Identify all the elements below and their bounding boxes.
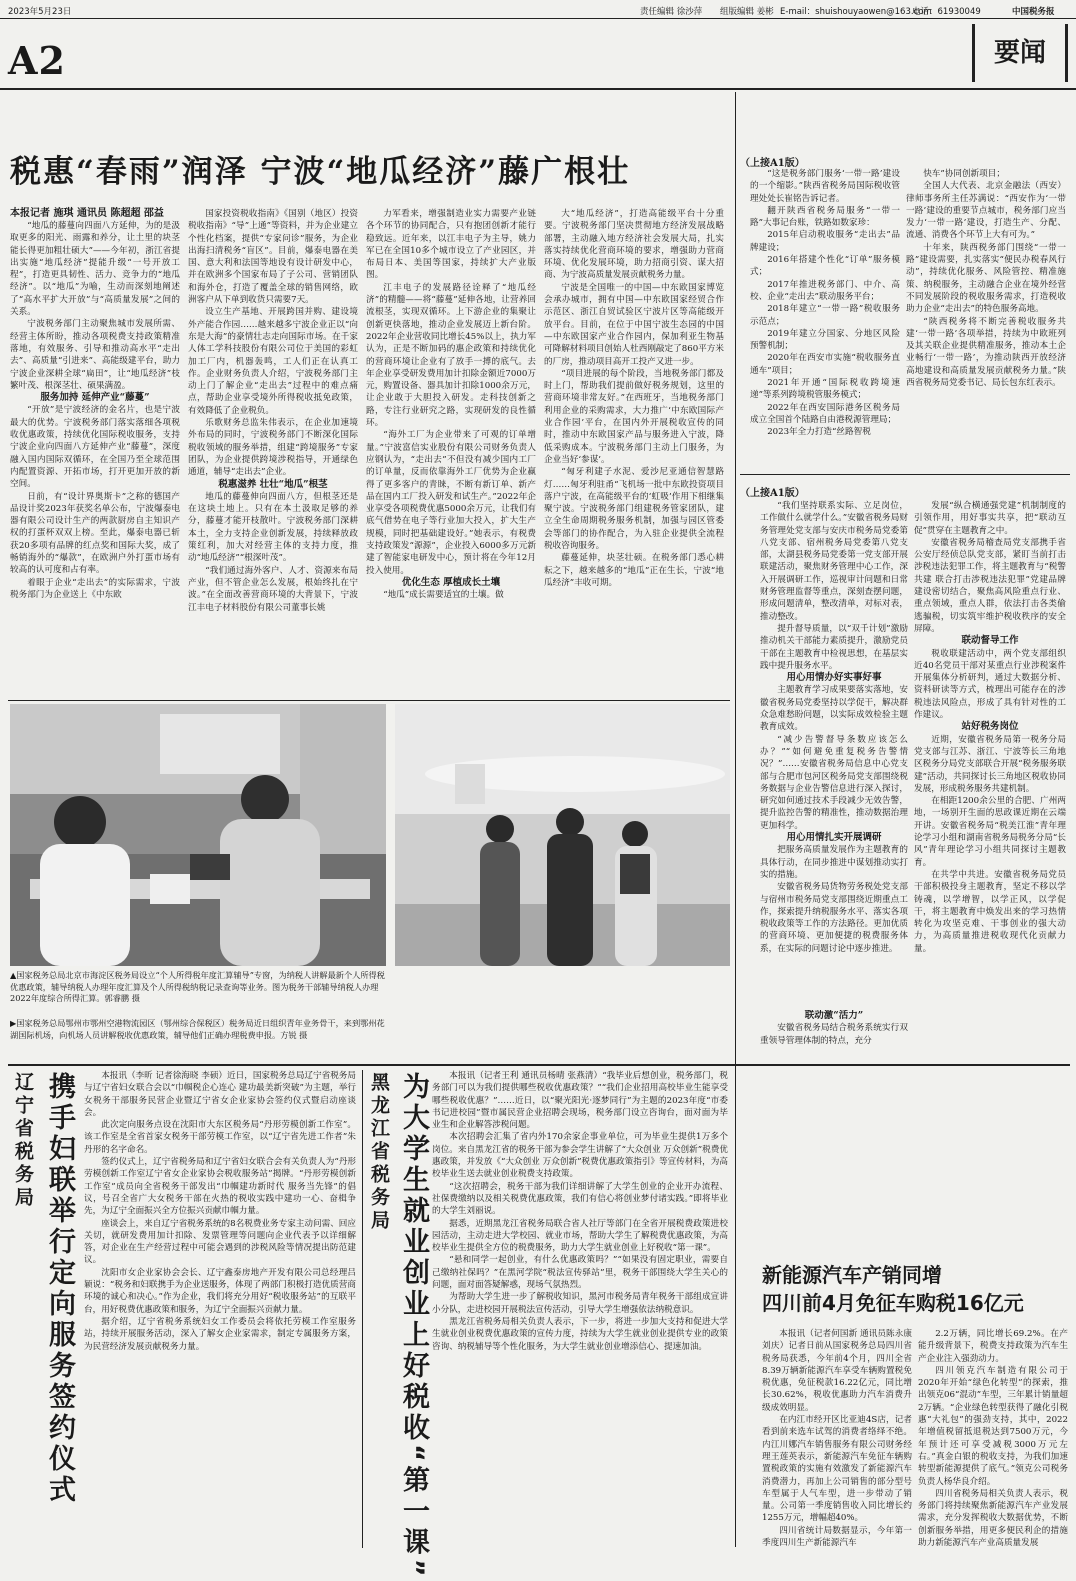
right-mid-column-1 [760, 500, 908, 1060]
subheading: 用心用情扎实开展调研 [786, 832, 882, 844]
page-number: A2 [8, 38, 66, 83]
paragraph: 座谈会上，来自辽宁省税务系统的8名税费业务专家主动问需、回应关切，就研发费用加计扣除、发票管理等问题向企业代表予以详细解答，对企业在生产经营过程中可能会遇到的涉税风险等情况提出防范建议。 [84, 1218, 356, 1266]
main-column-1 [10, 220, 180, 694]
paragraph: 主题教育学习成果要落实落地，安徽省税务局党委坚持以学促干，解决群众急难愁盼问题，以实际成效检验主题教育成效。 [760, 685, 908, 733]
box-title: 联动激“活力” [804, 1010, 864, 1021]
paragraph: “地瓜”成长需要适宜的土壤。做 [383, 590, 504, 601]
paragraph: 江丰电子的发展路径诠释了“地瓜经济”的精髓——将“藤蔓”延伸各地，让营养回流根茎，实现双循环。上下游企业的集聚让创新更快落地，推动企业发展迈上新台阶。2022年企业营收同比增长45%以上，执力军认为，正是不断加码的惠企政策和持续优化的营商环境让企业有了放手一搏的底气。去年企业享受研发费用加计扣除金额近7000万元，购置设备、器具加计扣除1000余万元，让企业敢于大胆投入研发。走科技创新之路，专注行业研究之路，实现研发的良性循环。 [366, 282, 536, 429]
paragraph: “悬和同学一起创业，有什么优惠政策吗？”“如果没有固定职业，需要自己缴纳社保吗？”在黑河学院“税法宣传驿站”里，税务干部围绕大学生关心的问题，面对面答疑解惑，现场气氛热烈。 [432, 1255, 728, 1291]
paragraph: “地瓜的藤蔓向四面八方延伸，为的是汲取更多的阳光、雨露和养分，让土里的块茎能长得更加粗壮硕大”——今年初，浙江省提出实施“地瓜经济”提能升级“一号开放工程”，打造更具韧性、活力、竞争力的“地瓜经济”。以“地瓜”为喻，生动而深刻地阐述了“高水平扩大开放”与“高质量发展”之间的关系。 [10, 221, 180, 318]
paragraph: 在共学中共进。安徽省税务局党员干部积极投身主题教育，坚定不移以学铸魂，以学增智，以学正风，以学促干，将主题教育中焕发出来的学习热情转化为攻坚克难、干事创业的强大动力，为高质量推进税收现代化贡献力量。 [914, 869, 1066, 954]
paragraph: 为帮助大学生进一步了解税收知识，黑河市税务局青年税务干部组成宣讲小分队，走进校园开展税法宣传活动，引导大学生增强依法纳税意识。 [432, 1292, 728, 1315]
paragraph: “陕西税务将不断完善税收服务共建‘一带一路’各项举措，持续为中欧班列及其关联企业提供精准服务，推动本土企业畅行‘一带一路’，为推动陕西开放经济高地建设和高质量发展贡献税务力量。”陕西省税务局党委书记、局长包东红表示。 [906, 316, 1066, 389]
paragraph: 宁波税务部门主动聚焦城市发展所需、经营主体所盼，推动各项税费支持政策精准落地，有效服务、引导和推动高水平“走出去”、高质量“引进来”、高能级建平台，助力宁波企业深耕全球“扁田”，让“地瓜经济”枝繁叶茂、根深茎壮、硕果满盈。 [10, 319, 180, 391]
heilongjiang-article [432, 1070, 728, 1548]
paragraph: 力军看来，增强制造业实力需要产业链各个环节的协同配合，只有抱团创新才能行稳致远。近年来，以江丰电子为主导，姚力军已在全国10多个城市设立了产业园区，并布局日本、美国等国家，持续扩大产业版图。 [366, 209, 536, 281]
paragraph: 乐歌财务总监朱伟表示，在企业加速境外布局的同时，宁波税务部门不断深化国际税收领域的服务举措，组建“跨境服务”专家团队，为企业提供跨境涉税指导，开通绿色通道，辅导“走出去”企业。 [188, 418, 358, 478]
paragraph: 本报讯（记者何国新 通讯员陈永康 刘庆）记者日前从国家税务总局四川省税务局获悉，今年前4个月，四川全省8.39万辆新能源汽车享受车辆购置税免税优惠，免征税款16.22亿元，同比增长30.62%，税收优惠助力汽车消费升级成效明显。 [762, 1329, 912, 1413]
photo2-caption: ▶国家税务总局鄂州市鄂州空港物流园区（鄂州综合保税区）税务局近日组织青年业务骨干，来到鄂州花湖国际机场，向机场人员讲解税收优惠政策，辅导他们正确办理税费申报。方锐 摄 [10, 1018, 385, 1040]
paragraph: 四川领克汽车制造有限公司于2020年开始“绿色化转型”的探索，推出领克06“混动”车型，三年累计销量超2万辆。“企业绿色转型获得了融化引税惠“大礼包”的强劲支持，其中，2022年增值税留抵退税达到7500万元，今年预计还可享受减税3000万元左右。”真金白银的税收支持，为我们加速转型新能源提供了底气。”领克公司税务负责人杨华良介绍。 [918, 1365, 1068, 1487]
masthead [0, 0, 1076, 18]
paragraph: 2018年建立“一带一路”税收服务示范点； [750, 304, 900, 327]
paragraph: 2020年在西安市实施“税收服务直通车”项目； [750, 353, 900, 376]
paragraph: 宁波是全国唯一的中国—中东欧国家博览会承办城市，拥有中国—中东欧国家经贸合作示范区、浙江自贸试验区宁波片区等高能级开放平台。目前，在位于中国宁波生态园的中国—中东欧国家产业合作园内，保加利亚生物基可降解材料项目创始人杜西刚敲定了860平方米的厂房，推动项目高开工投产又进一步。 [544, 282, 724, 367]
paragraph: 藤蔓延伸，块茎壮硕。在税务部门悉心耕耘之下，越来越多的“地瓜”正在生长，宁波“地瓜经济”丰收可期。 [544, 553, 724, 588]
paragraph: 2022年在西安国际港务区税务局成立全国首个陆路自由港税源管理局； [750, 402, 900, 425]
tax-counter-photo [10, 704, 386, 966]
photo-rule [8, 700, 730, 701]
newspaper-name: 中国税务报 [1012, 7, 1055, 17]
contact-phone: 电话：61930049 [912, 7, 981, 17]
right-top-column-1 [750, 168, 900, 468]
paragraph: 发展“纵合横通强党建”机制制度的引领作用，用好事实共享，把“联动互促”贯穿在主题教育之中。 [914, 501, 1066, 536]
paragraph: 安徽省税务局结合税务系统实行双重领导管理体制的特点，充分 [760, 1023, 908, 1046]
paragraph: 设立生产基地、开展跨国并购、建设境外产能合作园……越来越多宁波企业正以“向东是大海”的豪情壮志走向国际市场。在千家人体工学科技股份有限公司位于美国的彩虹加工厂内，机器轰鸣，工人们正在认真工作。企业财务负责人介绍，宁波税务部门主动上门了解企业“走出去”过程中的难点痛点，帮助企业享受境外所得税收抵免政策，有效降低了企业税负。 [188, 307, 358, 416]
bottom-section-rule [8, 1064, 1070, 1066]
paragraph: 2023年全力打造“丝路智税 [767, 427, 871, 438]
paragraph: 2016年搭建个性化“订单”服务模式； [750, 255, 900, 278]
paragraph: 近期，安徽省税务局第一税务分局党支部与江苏、浙江、宁波等长三角地区税务分局党支部联合开展“税务服务联建”活动，共同探讨长三角地区税收协同发展，形成税务服务共建机制。 [914, 734, 1066, 794]
airport-photo [395, 704, 730, 966]
sichuan-headline-1: 新能源汽车产销同增 [762, 1263, 942, 1287]
paragraph: 提升督导质量，以“双千计划”激励推动机关干部能力素质提升，激励党员干部在主题教育中检视思想，在基层实践中提升服务水平。 [760, 623, 908, 671]
right-top-column-2 [906, 168, 1066, 468]
main-column-2 [188, 208, 358, 694]
main-column-3 [366, 208, 536, 694]
paragraph: 日前，有“设计界奥斯卡”之称的德国产品设计奖2023年获奖名单公布，宁波爆泰电器有限公司设计生产的两款厨房自主知识产权的打蛋杯双双上榜。至此，爆泰电器已斩获20多项有品牌的红点奖和国际大奖，成了畅销海外的“爆款”，在欧洲户外打蛋市场有较高的认可度和占有率。 [10, 491, 180, 576]
tax-counter-photo-graphic [10, 704, 386, 966]
editor-credit: 责任编辑 徐沙萍 [640, 7, 703, 17]
sichuan-column-1 [762, 1328, 912, 1548]
paragraph: 着眼于企业“走出去”的实际需求，宁波税务部门为企业送上《中东欧 [10, 577, 180, 600]
paragraph: 十年来，陕西税务部门围绕“一带一路”建设需要，扎实落实“便民办税春风行动”，持续优化服务、风险管控、精准施策、纳税服务，主动融合企业在境外经营不同发展阶段的税收服务需求，打造税收助力企业“走出去”的特色服务高地。 [906, 242, 1066, 315]
section-title: 要闻 [972, 24, 1068, 82]
header-rule [0, 88, 1076, 90]
contact-email: E-mail：shuishouyaowen@163.com [780, 7, 932, 17]
paragraph: 安徽省税务局货物劳务税处党支部与宿州市税务局党支部围绕近期重点工作，探索提升纳税服务水平、落实各项税收政策等工作的方法路径。更加优质的营商环境、更加便捷的税费服务体系，在实际的问题讨论中逐步推进。 [760, 882, 908, 954]
subheading: 税惠滋养 壮壮“地瓜”根茎 [218, 478, 328, 490]
right-mid-box [760, 1010, 908, 1060]
paragraph: “我们通过海外客户、人才、资源来布局产业，但不管企业怎么发展，根始终扎在宁波。”在全面改善营商环境的大背景下，宁波江丰电子材料股份有限公司董事长姚 [188, 565, 358, 613]
paragraph: 翻开陕西省税务局服务“一带一路”大事记台账，铁路如数家珍： [750, 205, 900, 229]
paragraph: 地瓜的藤蔓伸向四面八方，但根茎还是在这块土地上。只有在本土汲取足够的养分，藤蔓才能开枝散叶。宁波税务部门深耕本土，全力支持企业创新发展，持续释放政策红利，加大对经营主体的支持力度，推动“地瓜经济”“根深叶茂”。 [188, 491, 358, 564]
paragraph: “匈牙利建子水泥、爱沙尼亚通信智慧路灯……匈牙利驻甬“飞机场一批中东欧投资项目落户宁波，在高能级平台的‘虹吸’作用下相继集聚宁波。宁波税务部门组建税务管家团队，建立全生命周期税务服务机制，加强与园区管委会等部门的协作配合，为入驻企业提供全流程税收咨询服务。 [544, 467, 724, 552]
layout-credit: 组版编辑 姜彬 [720, 7, 774, 17]
continuation-tag-2: （上接A1版） [740, 488, 805, 499]
paragraph: 全国人大代表、北京金融法（西安）律师事务所主任苏满说：“西安作为‘一带一路’建设的重要节点城市，税务部门应当发力‘一带一路’建设，打造生产、分配、流通、消费各个环节上大有可为。” [906, 181, 1066, 241]
liaoning-article [84, 1070, 356, 1548]
subheading: 优化生态 厚植成长土壤 [401, 576, 501, 588]
photo1-caption: ▲国家税务总局北京市海淀区税务局设立“个人所得税年度汇算辅导”专窗，为纳税人讲解最新个人所得税优惠政策，辅导纳税人办理年度汇算及个人所得税纳税记录查询等业务。图为税务干部辅导纳税人办理2022年度综合所得汇算。郭睿鹏 摄 [10, 970, 385, 1003]
paragraph: 此次定向服务点设在沈阳市大东区税务局“丹形劳模创新工作室”。该工作室是全省首家女税务干部劳模工作室，以“辽宁省先进工作者”朱丹形的名字命名。 [84, 1120, 356, 1155]
right-section-rule [740, 474, 1070, 475]
paragraph: 本次招聘会汇集了省内外170余家企事业单位，可为毕业生提供1万多个岗位。来自黑龙江省的税务干部为参会学生讲解了“大众创业 万众创新”税费优惠政策，并发放《“大众创业 万众创新”税费优惠政策指引》等宣传材料，为高校毕业生送去就业创业税费支持政策。 [432, 1132, 728, 1180]
heilongjiang-org-title: 黑龙江省税务局 [368, 1072, 390, 1233]
issue-date: 2023年5月23日 [8, 7, 72, 17]
paragraph: “这是税务部门服务‘一带一路’建设的一个缩影。”陕西省税务局国际税收管理处处长崔铭告诉记者。 [750, 169, 900, 204]
liaoning-headline: 携手妇联举行定向服务签约仪式 [44, 1072, 75, 1506]
paragraph: 2.2万辆，同比增长69.2%。在产能升级背景下，税费支持政策为汽车生产企业注入强劲动力。 [918, 1329, 1068, 1364]
paragraph: 本报讯（李昕 记者徐海晓 李硕）近日，国家税务总局辽宁省税务局与辽宁省妇女联合会以“巾帼税企心连心 建功最美新突破”为主题，举行女税务干部服务民营企业暨辽宁省女企业家协会签约仪式暨启动座谈会。 [84, 1071, 356, 1118]
column-divider [362, 1070, 363, 1548]
paragraph: “开放”是宁波经济的金名片，也是宁波最大的优势。宁波税务部门落实落细各项税收优惠政策，持续优化国际税收服务，支持宁波企业向四面八方延伸产业“藤蔓”，深度融入国内国际双循环，在全国乃至全球范围内配置资源、开拓市场，打开更加开放的新空间。 [10, 405, 180, 490]
sichuan-headline-2: 四川前4月免征车购税16亿元 [762, 1291, 1024, 1315]
column-divider [735, 92, 736, 1547]
paragraph: 在相距1200余公里的合肥、广州两地，一场别开生面的思政课近期在云端开讲。安徽省税务局“税美江淮”青年理论学习小组和湖南省税务局税务分局“长风”青年理论学习小组共同探讨主题教育。 [914, 796, 1066, 868]
paragraph: 税收联建活动中，两个党支部组织近40名党员干部对某重点行业涉税案件开展集体分析研判，通过大数据分析、资料研读等方式，梳理出可能存在的涉税违法风险点，形成了具有针对性的工作建议。 [914, 648, 1066, 721]
paragraph: 2021年开通“国际税收跨境速递”等系列跨境税管服务模式； [750, 378, 900, 401]
main-column-4 [544, 208, 724, 694]
paragraph: 沈阳市女企业家协会会长、辽宁鑫泰房地产开发有限公司总经理吕颖说：“税务和妇联携手为企业送服务，体现了两部门积极打造优质营商环境的诚心和决心。”作为企业，我们将充分用好“税收服务站”的互联平台，用好税费优惠政策和服务，为辽宁全面振兴贡献力量。 [84, 1267, 356, 1315]
paragraph: 2019年建立分国家、分地区风险预警机制； [750, 328, 900, 352]
paragraph: “这次招聘会，税务干部为我们详细讲解了大学生创业的企业开办流程、社保费缴纳以及相关税费优惠政策，我们有信心将创业梦付诸实践。”即将毕业的大学生刘丽说。 [432, 1181, 728, 1217]
paragraph: 国家投资税收指南》《国别（地区）投资税收指南》“导”上通”等资料，并为企业建立个性化档案，提供“专家问诊”服务，为企业出海扫清税务“盲区”。目前，爆泰电器在美国、意大利和法国等地设有设计研发中心，并在欧洲多个国家布局了子公司、营销团队和海外仓，打造了覆盖全球的销售网络，欧洲客户从下单到收货只需要7天。 [188, 209, 358, 306]
paragraph: 在内江市经开区比亚迪4S店，记者看到前来选车试驾的消费者络绎不绝。内江川娜汽车销售服务有限公司财务经理王莲英表示，新能源汽车免征车辆购置税政策的实施有效激发了新能源汽车消费潜力，再加上公司销售的部分型号车型属于人气车型，进一步带动了销量。公司第一季度销售收入同比增长约1255万元，增幅超40%。 [762, 1415, 912, 1524]
paragraph: 据悉，近期黑龙江省税务局联合省人社厅等部门在全省开展税费政策进校园活动，主动走进大学校园、就业市场，帮助大学生了解税费优惠政策，为高校毕业生提供全方位的税费服务，助力大学生就业创业上好税收“第一课”。 [432, 1218, 728, 1254]
right-mid-column-2 [914, 500, 1066, 1055]
paragraph: 本报讯（记者王利 通讯员杨晴 张燕清）“我毕业后想创业，税务部门，税务部门可以为我们提供哪些税收优惠政策？”“我们企业招用高校毕业生能享受哪些税收优惠？”……近日，以“聚光阳光·逐梦同行”为主题的2023年度“市委书记进校园”暨市属民营企业招聘会现场，税务部门设立咨询台，面对面为毕业生和企业解答涉税问题。 [432, 1071, 728, 1131]
subheading: 用心用情办好实事好事 [786, 672, 882, 684]
main-headline: 税惠“春雨”润泽 宁波“地瓜经济”藤广根壮 [10, 154, 631, 190]
main-byline: 本报记者 施琪 通讯员 陈超超 邵益 [10, 208, 164, 219]
subheading: 联动督导工作 [961, 635, 1019, 647]
subheading: 站好税务岗位 [961, 721, 1019, 733]
paragraph: 据介绍，辽宁省税务系统妇女工作委员会将依托劳模工作室服务站，持续开展服务活动，深入了解女企业家需求，制定专属服务方案，为民营经济发展贡献税务力量。 [84, 1316, 356, 1352]
paragraph: 签约仪式上，辽宁省税务局和辽宁省妇女联合会有关负责人为“丹形劳模创新工作室辽宁省女企业家协会税收服务站”揭牌。“丹形劳模创新工作室”成员向全省税务干部发出“巾帼建功新时代 服务当先锋”的倡议，号召全省广大女税务干部在火热的税收实践中建功一心、奋楫争先，为辽宁全面振兴全方位振兴贡献巾帼力量。 [84, 1157, 356, 1217]
paragraph: 黑龙江省税务局相关负责人表示，下一步，将进一步加大支持和促进大学生就业创业税费优惠政策的宣传力度，持续为大学生就业创业提供专业的政策咨询、纳税辅导等个性化服务，为大学生就业创业增添信心、提速加油。 [432, 1316, 728, 1352]
continuation-tag: （上接A1版） [740, 158, 805, 169]
paragraph: 快车”协同创新项目； [923, 169, 1005, 179]
paragraph: 安徽省税务局稽查局党支部携手省公安厅经侦总队党支部，紧盯当前打击涉税违法犯罪工作，将主题教育与“税警共建 联合打击涉税违法犯罪”党建品牌建设密切结合，聚焦高风险重点行业、重点领域，重点人群，依法打击各类偷逃骗税，切实筑牢维护税收秩序的安全屏障。 [914, 537, 1066, 634]
airport-photo-graphic [395, 704, 730, 966]
liaoning-org-title: 辽宁省税务局 [12, 1072, 34, 1210]
paragraph: “我们坚持联系实际、立足岗位，工作做什么就学什么。”安徽省税务局财务管理处党支部与安庆市税务局党委第八党支部、宿州税务局党委第八党支部，太湖县税务局党委第一党支部开展联建活动，聚焦财务管理中心工作，深入开展调研工作，巡视审计问题和日常财务管理监督等重点，深刻查摆问题，形成问题清单，整改清单，对标对表，推动整改。 [760, 501, 908, 622]
paragraph: “海外工厂为企业带来了可观的订单增量。”宁波富信实业股份有限公司财务负责人应钢认为，“走出去”不但没有减少国内工厂的订单量，反而依靠海外工厂优势为企业赢得了更多客户的青睐，不断有新订单、新产品在国内工厂投入研发和试生产。”2022年企业享受各项税费优惠5000余万元，让我们有底气借势在电子等行业加大投入，扩大生产规模，同时把基础建设好。”她表示，有税费支持政策发“源源”，企业投入6000多万元新建了智能家电研发中心，预计将在今年12月投入使用。 [366, 430, 536, 576]
sichuan-column-2 [918, 1328, 1068, 1548]
paragraph: “减少告警督导条数应该怎么办？”“如何避免重复税务告警情况？”……安徽省税务局信息中心党支部与合肥市包河区税务局党支部围绕税务数据与企业告警信息进行深入探讨，研究如何通过技术手段减少无效告警，提升监控告警的精准性，推动数据治理更加科学。 [760, 734, 908, 831]
subheading: 服务加持 延伸产业“藤蔓” [40, 392, 150, 404]
paragraph: 2017年推进税务部门、中介、高校、企业“走出去”联动服务平台； [750, 279, 900, 302]
paragraph: 四川省统计局数据显示，今年第一季度四川生产新能源汽车 [762, 1525, 912, 1548]
heilongjiang-headline: 为大学生就业创业上好税收“第一课” [398, 1072, 429, 1581]
paragraph: 2015年启动税收服务“走出去”品牌建设； [750, 230, 900, 253]
masthead-rule [0, 18, 1076, 19]
paragraph: “项目进展的每个阶段，当地税务部门都及时上门，帮助我们提前做好税务规划，这里的营商环境非常友好。”在西班牙，当地税务部门利用企业的采购需求，大力推广‘中东欧国际产业合作园’平台，在国内外开展税收宣传的同时，推动中东欧国家产品与服务进入宁波，降低采购成本。宁波税务部门主动上门服务，为企业当好‘参谋’。 [544, 368, 724, 465]
paragraph: 大“地瓜经济”，打造高能级平台十分重要。宁波税务部门坚决贯彻地方经济发展战略部署，主动融入地方经济社会发展大局，扎实落实持续优化营商环境的要求，增强助力营商环境、优化发展环境，助力招商引资、谋大招商、为宁波高质量发展贡献税务力量。 [544, 209, 724, 281]
paragraph: 四川省税务局相关负责人表示，税务部门将持续聚焦新能源汽车产业发展需求，充分发挥税收大数据优势，不断创新服务举措，用更多便民利企的措施助力新能源汽车产业高质量发展 [918, 1488, 1068, 1548]
paragraph: 把服务高质量发展作为主题教育的具体行动，在同步推进中谋划推动实打实的措施。 [760, 845, 908, 880]
